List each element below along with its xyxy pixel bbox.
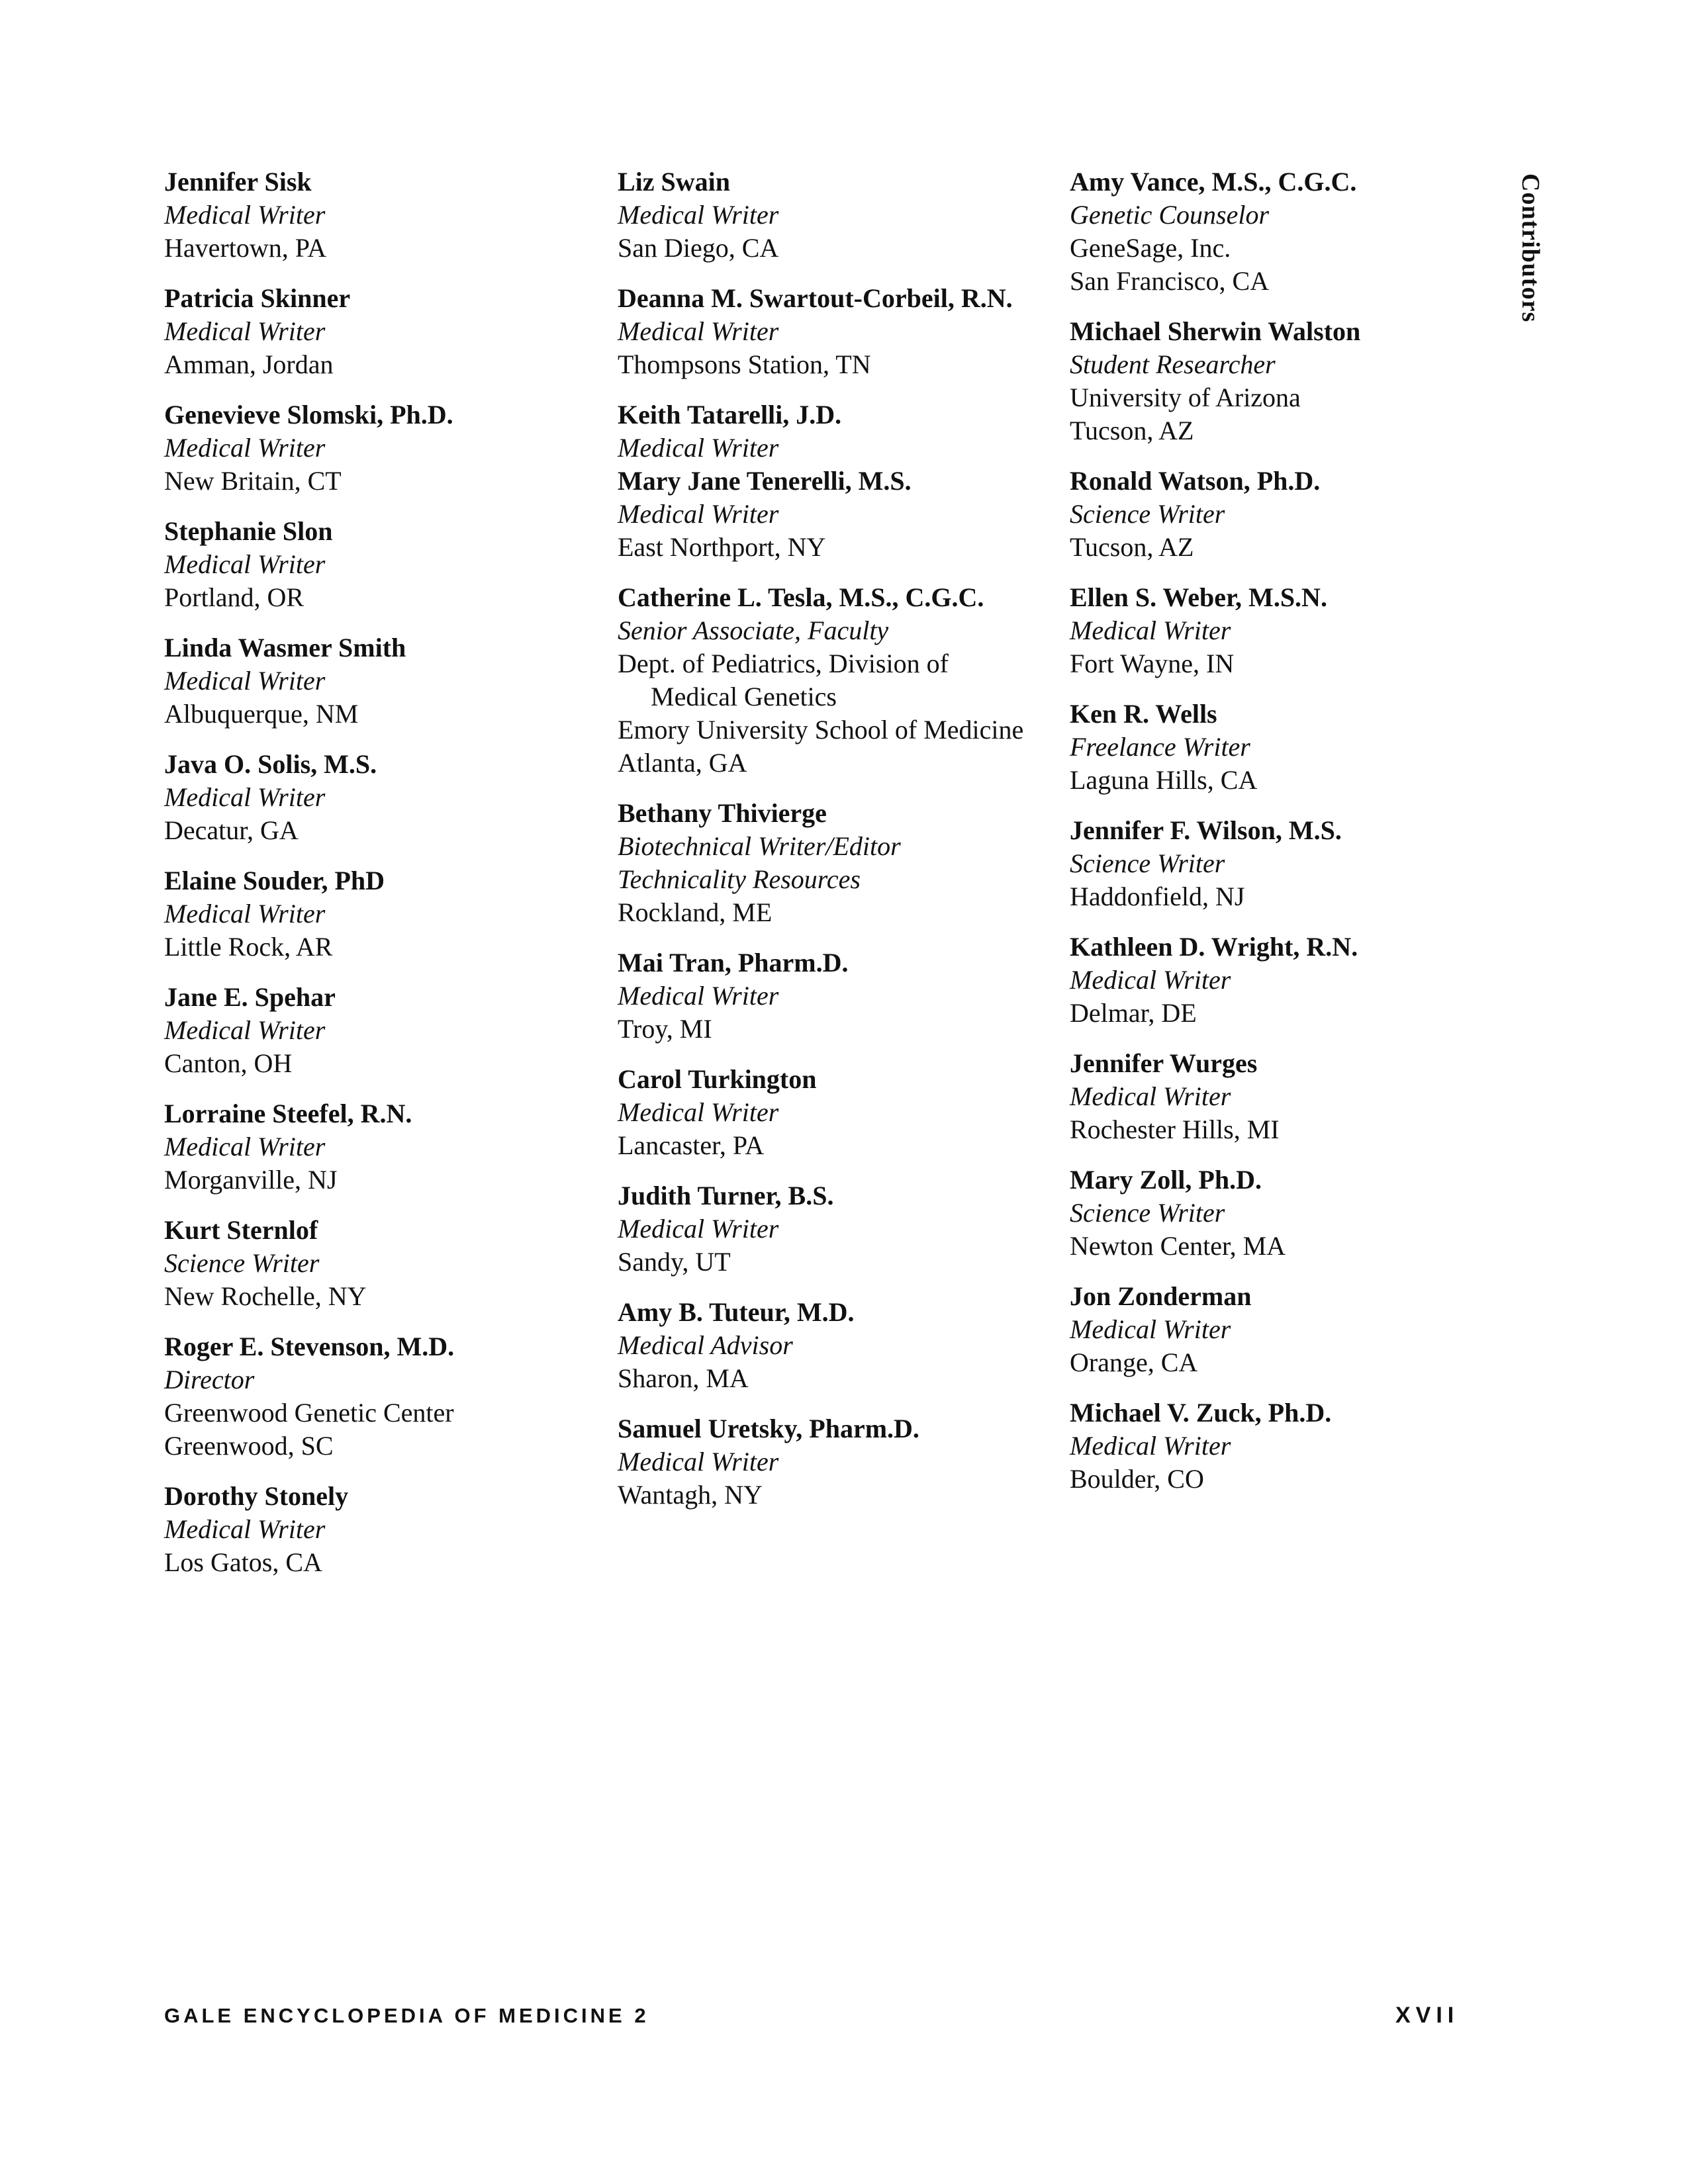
contributor-role: Medical Writer (618, 981, 779, 1011)
contributor-role: Medical Writer (618, 1097, 779, 1127)
contributor-role: Senior Associate, Faculty (618, 615, 889, 645)
contributor-entry (164, 1330, 588, 1463)
footer-book-title: GALE ENCYCLOPEDIA OF MEDICINE 2 (164, 2004, 649, 2027)
contributor-entry (1070, 465, 1493, 564)
contributor-entry (1070, 581, 1493, 680)
contributor-name: Jennifer Sisk (164, 167, 312, 197)
contributor-name: Jennifer F. Wilson, M.S. (1070, 815, 1342, 845)
contributor-entry (164, 864, 588, 964)
contributor-entry (1070, 1280, 1493, 1379)
contributor-detail-line: Boulder, CO (1070, 1464, 1204, 1494)
contributor-detail-line: Greenwood Genetic Center (164, 1398, 454, 1428)
contributor-role: Freelance Writer (1070, 732, 1250, 762)
contributor-name: Ellen S. Weber, M.S.N. (1070, 582, 1327, 612)
contributor-role: Medical Writer (164, 549, 326, 579)
contributor-detail-line: Thompsons Station, TN (618, 349, 871, 379)
contributor-detail-line: San Diego, CA (618, 233, 779, 263)
contributor-detail-line: Tucson, AZ (1070, 416, 1194, 445)
contributor-entry (1070, 698, 1493, 797)
contributor-role: Medical Writer (164, 899, 326, 929)
contributor-detail-line: Delmar, DE (1070, 998, 1197, 1028)
contributor-detail-line: Troy, MI (618, 1014, 712, 1044)
contributor-detail-line: GeneSage, Inc. (1070, 233, 1231, 263)
contributor-name: Amy Vance, M.S., C.G.C. (1070, 167, 1357, 197)
contributor-detail-line: Canton, OH (164, 1048, 293, 1078)
contributor-entry (1070, 814, 1493, 913)
contributor-detail-line: Atlanta, GA (618, 748, 747, 778)
contributor-detail-line: Sharon, MA (618, 1363, 749, 1393)
contributor-name: Roger E. Stevenson, M.D. (164, 1332, 455, 1361)
contributor-role: Medical Writer (164, 782, 326, 812)
contributor-detail-line: Havertown, PA (164, 233, 327, 263)
contributor-name: Michael Sherwin Walston (1070, 316, 1361, 346)
contributor-detail-line: Decatur, GA (164, 815, 299, 845)
contributor-detail-line: University of Arizona (1070, 383, 1301, 412)
contributor-entry (164, 748, 588, 847)
contributor-detail-line: Morganville, NJ (164, 1165, 338, 1195)
contributor-entry (618, 1063, 1041, 1162)
contributor-role: Genetic Counselor (1070, 200, 1270, 230)
contributor-name: Mai Tran, Pharm.D. (618, 948, 849, 978)
contributor-role: Medical Writer (164, 666, 326, 696)
contributor-role: Medical Writer (164, 1132, 326, 1161)
contributor-detail-line: Laguna Hills, CA (1070, 765, 1258, 795)
contributor-affiliation: Technicality Resources (618, 864, 861, 894)
contributor-role: Director (164, 1365, 255, 1394)
contributor-role: Biotechnical Writer/Editor (618, 831, 901, 861)
contributor-entry (164, 165, 588, 265)
contributor-role: Medical Writer (1070, 615, 1231, 645)
contributor-name: Kurt Sternlof (164, 1215, 318, 1245)
contributor-name: Dorothy Stonely (164, 1481, 349, 1511)
contributor-entry (1070, 1396, 1493, 1496)
contributor-name: Java O. Solis, M.S. (164, 749, 377, 779)
contributor-detail-line: Albuquerque, NM (164, 699, 359, 729)
section-tab-label: Contributors (1517, 173, 1544, 323)
footer-page-number: XVII (1395, 2003, 1460, 2028)
contributor-role: Medical Writer (618, 316, 779, 346)
contributor-entry (618, 165, 1041, 265)
contributor-detail-line: Amman, Jordan (164, 349, 334, 379)
contributor-role: Medical Writer (164, 200, 326, 230)
contributor-role: Medical Writer (618, 200, 779, 230)
contributor-name: Catherine L. Tesla, M.S., C.G.C. (618, 582, 984, 612)
contributor-name: Liz Swain (618, 167, 731, 197)
contributor-role: Medical Writer (1070, 1081, 1231, 1111)
contributor-role: Science Writer (1070, 499, 1225, 529)
contributor-detail-line: Emory University School of Medicine (618, 715, 1024, 745)
contributor-detail-line: New Britain, CT (164, 466, 342, 496)
contributor-detail-line: Wantagh, NY (618, 1480, 763, 1510)
contributor-name: Linda Wasmer Smith (164, 633, 406, 662)
contributor-detail-line: Los Gatos, CA (164, 1547, 322, 1577)
contributor-entry (164, 1480, 588, 1579)
contributor-role: Medical Writer (618, 1214, 779, 1244)
contributor-detail-line: Rockland, ME (618, 897, 773, 927)
contributor-detail-line: Lancaster, PA (618, 1130, 765, 1160)
contributor-entry (1070, 931, 1493, 1030)
contributor-role: Medical Writer (618, 433, 779, 463)
contributor-detail-line: Sandy, UT (618, 1247, 731, 1277)
contributor-entry (1070, 1163, 1493, 1263)
contributor-name: Mary Jane Tenerelli, M.S. (618, 466, 912, 496)
contributor-name: Genevieve Slomski, Ph.D. (164, 400, 453, 430)
contributor-detail-line: Greenwood, SC (164, 1431, 334, 1461)
contributor-detail-line: Newton Center, MA (1070, 1231, 1286, 1261)
contributor-name: Jennifer Wurges (1070, 1048, 1258, 1078)
contributor-name: Keith Tatarelli, J.D. (618, 400, 842, 430)
contributor-entry (618, 398, 1041, 465)
contributor-entry (164, 398, 588, 498)
contributor-name: Jane E. Spehar (164, 982, 336, 1012)
contributor-detail-line: New Rochelle, NY (164, 1281, 367, 1311)
contributor-entry (618, 1179, 1041, 1279)
contributor-role: Medical Writer (618, 1447, 779, 1477)
contributor-entry (618, 1296, 1041, 1395)
contributor-entry (164, 515, 588, 614)
contributor-entry (164, 282, 588, 381)
contributor-entry (618, 282, 1041, 381)
contributor-entry (164, 1214, 588, 1313)
contributor-name: Ronald Watson, Ph.D. (1070, 466, 1321, 496)
contributor-entry (618, 797, 1041, 929)
contributor-name: Deanna M. Swartout-Corbeil, R.N. (618, 283, 1013, 313)
contributor-entry (1070, 165, 1493, 298)
contributor-role: Medical Writer (1070, 1314, 1231, 1344)
contributor-entry (618, 581, 1041, 780)
contributor-role: Science Writer (1070, 1198, 1225, 1228)
contributor-name: Amy B. Tuteur, M.D. (618, 1297, 855, 1327)
contributor-role: Science Writer (1070, 848, 1225, 878)
contributors-column-1 (164, 165, 588, 1596)
contributor-name: Michael V. Zuck, Ph.D. (1070, 1398, 1332, 1428)
contributor-detail-line: San Francisco, CA (1070, 266, 1270, 296)
contributor-entry (1070, 315, 1493, 447)
contributor-detail-line: Orange, CA (1070, 1347, 1198, 1377)
contributor-detail-line: Haddonfield, NJ (1070, 882, 1245, 911)
contributor-detail-line: Fort Wayne, IN (1070, 649, 1235, 678)
contributor-entry (164, 631, 588, 731)
contributor-role: Medical Writer (1070, 965, 1231, 995)
contributor-detail-line: East Northport, NY (618, 532, 826, 562)
contributor-role: Medical Writer (164, 433, 326, 463)
contributors-column-3 (1070, 165, 1493, 1513)
contributor-name: Mary Zoll, Ph.D. (1070, 1165, 1262, 1195)
contributor-name: Elaine Souder, PhD (164, 866, 385, 895)
contributor-detail-line: Little Rock, AR (164, 932, 333, 962)
contributor-name: Ken R. Wells (1070, 699, 1217, 729)
contributor-entry (164, 1097, 588, 1197)
contributor-role: Medical Writer (164, 1015, 326, 1045)
contributor-name: Bethany Thivierge (618, 798, 827, 828)
contributor-name: Lorraine Steefel, R.N. (164, 1099, 412, 1128)
contributor-detail-line: Dept. of Pediatrics, Division of Medical Genetics (618, 649, 949, 711)
contributor-detail-line: Tucson, AZ (1070, 532, 1194, 562)
contributor-role: Medical Writer (1070, 1431, 1231, 1461)
contributor-role: Student Researcher (1070, 349, 1276, 379)
contributor-name: Jon Zonderman (1070, 1281, 1252, 1311)
contributor-role: Science Writer (164, 1248, 320, 1278)
contributor-name: Kathleen D. Wright, R.N. (1070, 932, 1358, 962)
contributors-column-2 (618, 165, 1041, 1529)
contributor-entry (618, 1412, 1041, 1512)
contributor-role: Medical Advisor (618, 1330, 793, 1360)
contributor-detail-line: Portland, OR (164, 582, 305, 612)
contributor-name: Patricia Skinner (164, 283, 351, 313)
contributor-entry (1070, 1047, 1493, 1146)
contributor-detail-line: Rochester Hills, MI (1070, 1115, 1280, 1144)
contributor-entry (164, 981, 588, 1080)
contributor-entry (618, 946, 1041, 1046)
contributor-role: Medical Writer (164, 316, 326, 346)
contributor-name: Stephanie Slon (164, 516, 333, 546)
contributor-name: Samuel Uretsky, Pharm.D. (618, 1414, 919, 1443)
contributor-role: Medical Writer (164, 1514, 326, 1544)
contributor-entry (618, 465, 1041, 564)
contributor-name: Carol Turkington (618, 1064, 817, 1094)
contributor-role: Medical Writer (618, 499, 779, 529)
contributor-name: Judith Turner, B.S. (618, 1181, 834, 1210)
